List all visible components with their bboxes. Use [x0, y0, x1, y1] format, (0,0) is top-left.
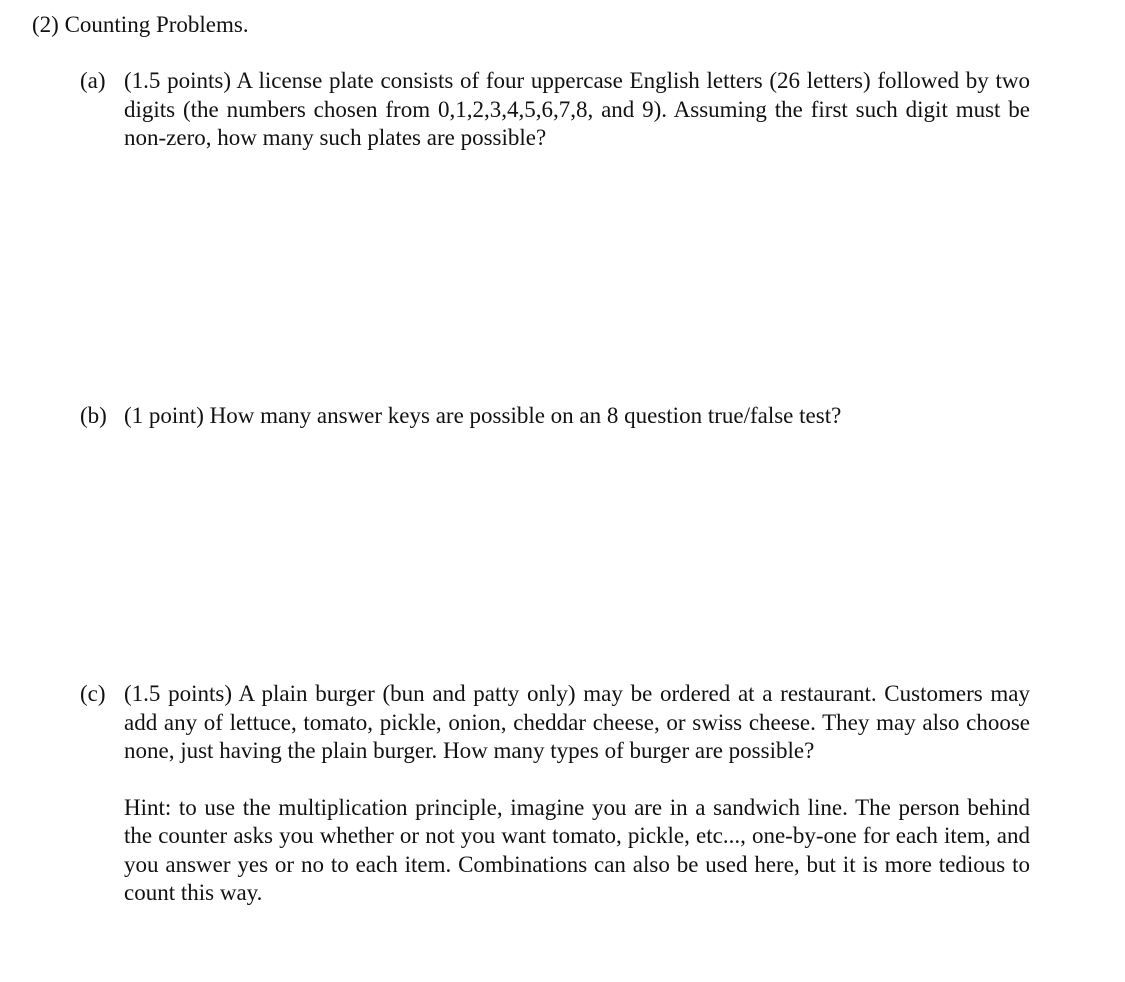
problem-c-label: (c) [80, 681, 106, 706]
problem-a-text: (1.5 points) A license plate consists of four uppercase English letters (26 letters) followed by two digits (the numbers chosen from 0,1,2,3,4,5,6,7,8, and 9). Assuming the first such digit must be non-zero, how many such plates are possible? [124, 68, 1030, 150]
problem-b-label: (b) [80, 403, 107, 428]
problem-c [80, 680, 1030, 908]
problem-a-label: (a) [80, 68, 106, 93]
section-title: (2) Counting Problems. [32, 12, 249, 37]
problem-c-hint: Hint: to use the multiplication principle, imagine you are in a sandwich line. The person behind the counter asks you whether or not you want tomato, pickle, etc..., one-by-one for each item, and you answer yes or no to each item. Combinations can also be used here, but it is more tedious to count this way. [124, 794, 1030, 905]
problem-b-text: (1 point) How many answer keys are possible on an 8 question true/false test? [124, 403, 842, 428]
problem-b [80, 402, 1030, 431]
problem-a [80, 67, 1030, 153]
problem-c-text: (1.5 points) A plain burger (bun and patty only) may be ordered at a restaurant. Customers may add any of lettuce, tomato, pickle, onion, cheddar cheese, or swiss cheese. They may also choose none, just having the plain burger. How many types of burger are possible? [124, 681, 1030, 763]
